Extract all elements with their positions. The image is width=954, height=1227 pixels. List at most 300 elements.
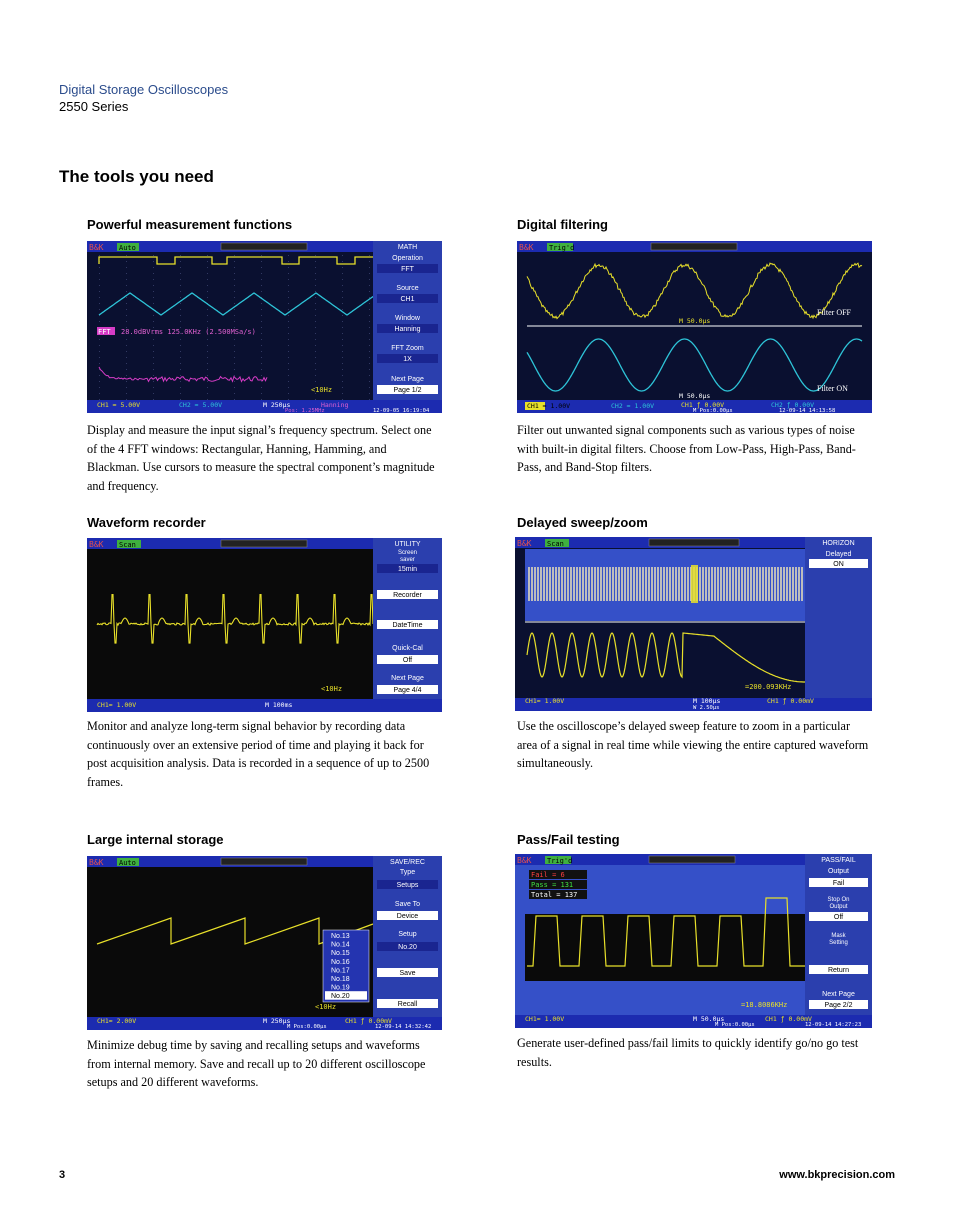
grid-dot: [234, 339, 235, 340]
grid-dot: [126, 369, 127, 370]
grid-dot: [261, 327, 262, 328]
grid-dot: [234, 285, 235, 286]
grid-dot: [315, 357, 316, 358]
grid-dot: [288, 321, 289, 322]
grid-dot: [234, 315, 235, 316]
grid-dot: [288, 339, 289, 340]
menu-item[interactable]: Recall: [397, 1001, 418, 1008]
grid-dot: [234, 357, 235, 358]
slot-item[interactable]: No.17: [331, 967, 350, 975]
svg-text:M Pos:0.00μs: M Pos:0.00μs: [693, 408, 733, 413]
grid-dot: [315, 351, 316, 352]
grid-dot: [342, 261, 343, 262]
scope-screen-delayed: [515, 537, 872, 711]
svg-text:M 50.0μs: M 50.0μs: [679, 392, 711, 400]
menu-item[interactable]: Off: [402, 657, 413, 664]
grid-dot: [369, 285, 370, 286]
grid-dot: [315, 309, 316, 310]
grid-dot: [180, 255, 181, 256]
grid-dot: [261, 339, 262, 340]
grid-dot: [261, 369, 262, 370]
scope-brand: B&K: [89, 243, 104, 252]
grid-dot: [369, 363, 370, 364]
grid-dot: [126, 279, 127, 280]
grid-dot: [207, 339, 208, 340]
grid-dot: [342, 363, 343, 364]
page-number: 3: [59, 1169, 66, 1181]
grid-dot: [261, 315, 262, 316]
grid-dot: [99, 363, 100, 364]
svg-text:<10Hz: <10Hz: [315, 1003, 337, 1011]
svg-text:Scan: Scan: [547, 540, 564, 548]
grid-dot: [153, 303, 154, 304]
grid-dot: [315, 369, 316, 370]
grid-dot: [234, 351, 235, 352]
slot-item[interactable]: No.19: [331, 984, 350, 992]
menu-item[interactable]: Save To: [394, 901, 421, 908]
grid-dot: [207, 255, 208, 256]
grid-dot: [315, 297, 316, 298]
grid-dot: [315, 333, 316, 334]
svg-text:<10Hz: <10Hz: [321, 685, 343, 693]
grid-dot: [234, 375, 235, 376]
menu-item[interactable]: CH1: [400, 296, 415, 303]
grid-dot: [342, 399, 343, 400]
svg-text:Auto: Auto: [119, 859, 136, 867]
grid-dot: [342, 387, 343, 388]
grid-dot: [207, 291, 208, 292]
grid-dot: [207, 345, 208, 346]
grid-dot: [342, 303, 343, 304]
svg-text:Fail = 6: Fail = 6: [531, 871, 565, 879]
section-title-passfail: Pass/Fail testing: [517, 832, 620, 847]
svg-text:CH1 ƒ 0.00V: CH1 ƒ 0.00V: [681, 401, 725, 409]
grid-dot: [342, 375, 343, 376]
scope-screen-recorder: [87, 538, 442, 712]
grid-dot: [234, 321, 235, 322]
grid-dot: [126, 393, 127, 394]
svg-text:CH1 ≈ 1.00V: CH1 ≈ 1.00V: [527, 402, 571, 410]
scope-screen-fft: [87, 241, 442, 413]
menu-item[interactable]: 1X: [403, 356, 412, 363]
menu-item[interactable]: FFT: [401, 266, 414, 273]
grid-dot: [342, 369, 343, 370]
svg-text:CH1 ƒ 0.00mV: CH1 ƒ 0.00mV: [765, 1015, 812, 1023]
page-title: The tools you need: [59, 167, 214, 186]
grid-dot: [369, 351, 370, 352]
slot-item[interactable]: No.16: [331, 958, 350, 966]
section-desc-filtering: Filter out unwanted signal components such as various types of noise with built-in digital filters. Choose from Low-Pass, High-Pass, Band-Pass, and Band-Stop filters.: [517, 423, 856, 474]
svg-text:CH2 ≈ 5.00V: CH2 ≈ 5.00V: [179, 401, 223, 409]
grid-dot: [315, 327, 316, 328]
menu-item[interactable]: Setting: [829, 940, 848, 946]
grid-dot: [288, 393, 289, 394]
svg-text:Hanning: Hanning: [321, 401, 349, 409]
grid-dot: [234, 345, 235, 346]
grid-dot: [153, 357, 154, 358]
menu-item[interactable]: Return: [827, 967, 850, 974]
grid-dot: [207, 393, 208, 394]
svg-text:12-09-14 14:32:42: 12-09-14 14:32:42: [375, 1024, 432, 1030]
grid-dot: [180, 345, 181, 346]
grid-dot: [288, 327, 289, 328]
grid-dot: [342, 333, 343, 334]
menu-item[interactable]: Quick-Cal: [392, 645, 423, 652]
menu-item[interactable]: Mask: [831, 933, 846, 939]
grid-dot: [153, 339, 154, 340]
grid-dot: [369, 375, 370, 376]
grid-dot: [126, 267, 127, 268]
menu-item[interactable]: Source: [396, 285, 419, 292]
section-desc-delayed: Use the oscilloscope’s delayed sweep feature to zoom in a particular area of a signal in real time while viewing the entire captured waveform simultaneously.: [517, 719, 869, 770]
fft-tag: FFT: [98, 328, 111, 336]
grid-dot: [369, 387, 370, 388]
grid-dot: [261, 363, 262, 364]
grid-dot: [207, 285, 208, 286]
menu-item[interactable]: Type: [399, 869, 416, 876]
grid-dot: [99, 357, 100, 358]
slot-item[interactable]: No.20: [331, 993, 350, 1001]
menu-item[interactable]: UTILITY: [394, 541, 421, 548]
menu-item[interactable]: Screen: [397, 550, 418, 556]
svg-text:CH1 ƒ 0.00mV: CH1 ƒ 0.00mV: [345, 1017, 392, 1025]
grid-dot: [180, 273, 181, 274]
grid-dot: [342, 267, 343, 268]
grid-dot: [288, 303, 289, 304]
grid-dot: [180, 303, 181, 304]
grid-dot: [342, 393, 343, 394]
menu-item[interactable]: PASS/FAIL: [821, 857, 856, 864]
grid-dot: [207, 267, 208, 268]
grid-dot: [99, 399, 100, 400]
grid-dot: [99, 381, 100, 382]
grid-dot: [126, 339, 127, 340]
grid-dot: [288, 375, 289, 376]
grid-dot: [180, 267, 181, 268]
grid-dot: [315, 267, 316, 268]
grid-dot: [180, 261, 181, 262]
grid-dot: [99, 273, 100, 274]
svg-text:M 50.0μs: M 50.0μs: [693, 1015, 725, 1023]
footer-url: www.bkprecision.com: [779, 1169, 895, 1181]
grid-dot: [342, 351, 343, 352]
grid-dot: [207, 315, 208, 316]
grid-dot: [126, 363, 127, 364]
grid-dot: [99, 309, 100, 310]
grid-dot: [99, 339, 100, 340]
mask-region: [525, 914, 805, 981]
menu-item[interactable]: Delayed: [825, 551, 852, 558]
grid-dot: [369, 399, 370, 400]
grid-dot: [99, 279, 100, 280]
grid-dot: [315, 303, 316, 304]
grid-dot: [99, 321, 100, 322]
fft-readout: 28.0dBVrms 125.0KHz (2.500MSa/s): [121, 328, 256, 336]
grid-dot: [342, 255, 343, 256]
grid-dot: [261, 399, 262, 400]
menu-item[interactable]: Next Page: [391, 376, 424, 383]
grid-dot: [207, 273, 208, 274]
svg-text:M 100ms: M 100ms: [265, 701, 293, 709]
grid-dot: [207, 279, 208, 280]
menu-item[interactable]: Page 2/2: [824, 1002, 853, 1009]
menu-item[interactable]: SAVE/REC: [390, 859, 425, 866]
svg-text:M 100μs: M 100μs: [693, 697, 721, 705]
grid-dot: [261, 291, 262, 292]
grid-dot: [126, 309, 127, 310]
menu-item[interactable]: Output: [827, 868, 850, 875]
grid-dot: [342, 315, 343, 316]
grid-dot: [315, 375, 316, 376]
grid-dot: [369, 297, 370, 298]
grid-dot: [315, 273, 316, 274]
grid-dot: [180, 285, 181, 286]
menu-item[interactable]: Next Page: [391, 675, 424, 682]
grid-dot: [369, 267, 370, 268]
menu-item[interactable]: Off: [833, 914, 844, 921]
grid-dot: [315, 279, 316, 280]
grid-dot: [153, 267, 154, 268]
menu-item[interactable]: Output: [829, 904, 848, 910]
menu-item[interactable]: No.20: [398, 944, 417, 951]
grid-dot: [261, 333, 262, 334]
grid-dot: [153, 321, 154, 322]
filter-on-label: Filter ON: [817, 384, 848, 393]
grid-dot: [369, 327, 370, 328]
grid-dot: [369, 339, 370, 340]
section-title-recorder: Waveform recorder: [87, 515, 206, 530]
grid-dot: [261, 309, 262, 310]
menu-item[interactable]: MATH: [397, 244, 418, 251]
grid-dot: [261, 273, 262, 274]
grid-dot: [315, 255, 316, 256]
grid-dot: [99, 387, 100, 388]
grid-dot: [207, 297, 208, 298]
grid-dot: [99, 285, 100, 286]
grid-dot: [342, 357, 343, 358]
grid-dot: [234, 387, 235, 388]
grid-dot: [99, 297, 100, 298]
grid-dot: [288, 363, 289, 364]
grid-dot: [288, 297, 289, 298]
section-desc-passfail: Generate user-defined pass/fail limits to quickly identify go/no go test results.: [517, 1036, 859, 1069]
grid-dot: [99, 303, 100, 304]
grid-dot: [180, 393, 181, 394]
grid-dot: [99, 255, 100, 256]
slot-item[interactable]: No.14: [331, 941, 350, 949]
grid-dot: [207, 369, 208, 370]
grid-dot: [288, 309, 289, 310]
grid-dot: [288, 267, 289, 268]
grid-dot: [180, 399, 181, 400]
menu-item[interactable]: Next Page: [822, 991, 855, 998]
grid-dot: [234, 291, 235, 292]
menu-item[interactable]: Setup: [398, 931, 417, 938]
grid-dot: [342, 345, 343, 346]
grid-dot: [315, 399, 316, 400]
grid-dot: [342, 279, 343, 280]
grid-dot: [207, 399, 208, 400]
svg-text:W 2.50μs: W 2.50μs: [693, 705, 720, 711]
svg-text:Scan: Scan: [119, 541, 136, 549]
grid-dot: [342, 273, 343, 274]
menu-item[interactable]: Recorder: [393, 592, 422, 599]
grid-dot: [369, 357, 370, 358]
grid-dot: [261, 351, 262, 352]
grid-dot: [234, 369, 235, 370]
grid-dot: [261, 255, 262, 256]
grid-dot: [126, 351, 127, 352]
grid-dot: [153, 399, 154, 400]
grid-dot: [126, 303, 127, 304]
menu-item[interactable]: Setups: [396, 882, 419, 889]
grid-dot: [288, 333, 289, 334]
svg-text:M 250μs: M 250μs: [263, 1017, 291, 1025]
menu-item[interactable]: HORIZON: [822, 540, 855, 547]
grid-dot: [126, 261, 127, 262]
grid-dot: [126, 387, 127, 388]
grid-dot: [234, 261, 235, 262]
slot-item[interactable]: No.13: [331, 933, 350, 940]
grid-dot: [126, 321, 127, 322]
section-title-storage: Large internal storage: [87, 832, 224, 847]
grid-dot: [369, 261, 370, 262]
slot-item[interactable]: No.15: [331, 950, 350, 958]
grid-dot: [126, 285, 127, 286]
grid-dot: [288, 261, 289, 262]
grid-dot: [342, 291, 343, 292]
grid-dot: [180, 315, 181, 316]
grid-dot: [315, 381, 316, 382]
svg-text:M Pos:0.00μs: M Pos:0.00μs: [287, 1024, 327, 1030]
grid-dot: [99, 267, 100, 268]
menu-item[interactable]: Window: [395, 315, 420, 322]
section-desc-storage: Minimize debug time by saving and recalling setups and waveforms from internal memory. Save and recall up to 20 different oscilloscope setups and 20 different waveforms.: [87, 1038, 426, 1089]
grid-dot: [261, 285, 262, 286]
menu-item[interactable]: Page 4/4: [393, 687, 422, 694]
grid-dot: [153, 297, 154, 298]
svg-text:Total = 137: Total = 137: [531, 891, 578, 899]
grid-dot: [207, 261, 208, 262]
menu-item[interactable]: saver: [400, 557, 415, 563]
grid-dot: [153, 381, 154, 382]
menu-item[interactable]: Save: [399, 970, 416, 977]
grid-dot: [315, 291, 316, 292]
grid-dot: [180, 339, 181, 340]
slot-item[interactable]: No.18: [331, 976, 350, 983]
grid-dot: [369, 393, 370, 394]
menu-item[interactable]: Device: [396, 913, 419, 920]
svg-text:CH1≈ 1.00V: CH1≈ 1.00V: [525, 1015, 565, 1023]
menu-item[interactable]: Fail: [832, 880, 845, 887]
svg-text:CH1≈ 1.00V: CH1≈ 1.00V: [97, 701, 137, 709]
grid-dot: [207, 381, 208, 382]
grid-dot: [207, 357, 208, 358]
scope-screen-passfail: [515, 854, 872, 1028]
grid-dot: [342, 297, 343, 298]
svg-text:12-09-05 16:19:04: 12-09-05 16:19:04: [373, 408, 430, 413]
grid-dot: [180, 381, 181, 382]
grid-dot: [180, 321, 181, 322]
grid-dot: [180, 363, 181, 364]
grid-dot: [126, 399, 127, 400]
svg-text:CH1 ≈ 5.00V: CH1 ≈ 5.00V: [97, 401, 141, 409]
grid-dot: [153, 285, 154, 286]
grid-dot: [99, 375, 100, 376]
grid-dot: [315, 321, 316, 322]
grid-dot: [288, 345, 289, 346]
trig-readout: <10Hz: [311, 386, 333, 394]
grid-dot: [234, 309, 235, 310]
grid-dot: [288, 387, 289, 388]
svg-text:=200.093KHz: =200.093KHz: [745, 683, 792, 691]
svg-text:B&K: B&K: [517, 856, 532, 865]
grid-dot: [342, 321, 343, 322]
section-desc-measurement: Display and measure the input signal’s frequency spectrum. Select one of the 4 FFT windows: Rectangular, Hanning, Hamming, and Blackman. Use cursors to measure the spectral component’s magnitude and frequency.: [87, 423, 435, 493]
svg-text:Trig'd: Trig'd: [549, 244, 575, 252]
svg-text:M 250μs: M 250μs: [263, 401, 291, 409]
grid-dot: [288, 279, 289, 280]
grid-dot: [180, 297, 181, 298]
grid-dot: [261, 303, 262, 304]
menu-item[interactable]: Stop On: [827, 897, 850, 903]
grid-dot: [369, 291, 370, 292]
grid-dot: [288, 315, 289, 316]
grid-dot: [153, 291, 154, 292]
grid-dot: [180, 351, 181, 352]
menu-item[interactable]: 15min: [397, 566, 418, 573]
svg-text:CH2 ≈ 1.00V: CH2 ≈ 1.00V: [611, 402, 655, 410]
grid-dot: [180, 387, 181, 388]
svg-text:CH2 ƒ 0.00V: CH2 ƒ 0.00V: [771, 401, 815, 409]
grid-dot: [315, 363, 316, 364]
menu-item[interactable]: Operation: [392, 255, 423, 262]
grid-dot: [99, 351, 100, 352]
grid-dot: [153, 345, 154, 346]
menu-item[interactable]: Hanning: [394, 326, 421, 333]
menu-item[interactable]: DateTime: [392, 622, 423, 629]
svg-text:B&K: B&K: [89, 858, 104, 867]
grid-dot: [207, 321, 208, 322]
section-title-filtering: Digital filtering: [517, 217, 608, 232]
menu-item[interactable]: FFT Zoom: [391, 345, 424, 352]
grid-dot: [261, 261, 262, 262]
svg-text:=18.8086KHz: =18.8086KHz: [741, 1001, 788, 1009]
grid-dot: [288, 369, 289, 370]
header-product: Digital Storage Oscilloscopes: [59, 82, 229, 97]
grid-dot: [234, 363, 235, 364]
grid-dot: [180, 291, 181, 292]
header-series: 2550 Series: [59, 99, 129, 114]
grid-dot: [342, 309, 343, 310]
svg-text:CH1 ƒ 0.00mV: CH1 ƒ 0.00mV: [767, 697, 814, 705]
grid-dot: [342, 339, 343, 340]
grid-dot: [207, 375, 208, 376]
grid-dot: [126, 375, 127, 376]
menu-item[interactable]: Page 1/2: [393, 387, 422, 394]
grid-dot: [234, 255, 235, 256]
svg-text:CH1≈ 1.00V: CH1≈ 1.00V: [525, 697, 565, 705]
grid-dot: [369, 309, 370, 310]
grid-dot: [315, 285, 316, 286]
grid-dot: [99, 393, 100, 394]
menu-item[interactable]: ON: [833, 561, 844, 568]
grid-dot: [126, 357, 127, 358]
grid-dot: [234, 273, 235, 274]
grid-dot: [261, 387, 262, 388]
section-desc-recorder: Monitor and analyze long-term signal behavior by recording data continuously over an extensive period of time and playing it back for post acquisition analysis. Data is recorded in a sequence of up to 2500 frames.: [87, 719, 430, 789]
grid-dot: [126, 381, 127, 382]
